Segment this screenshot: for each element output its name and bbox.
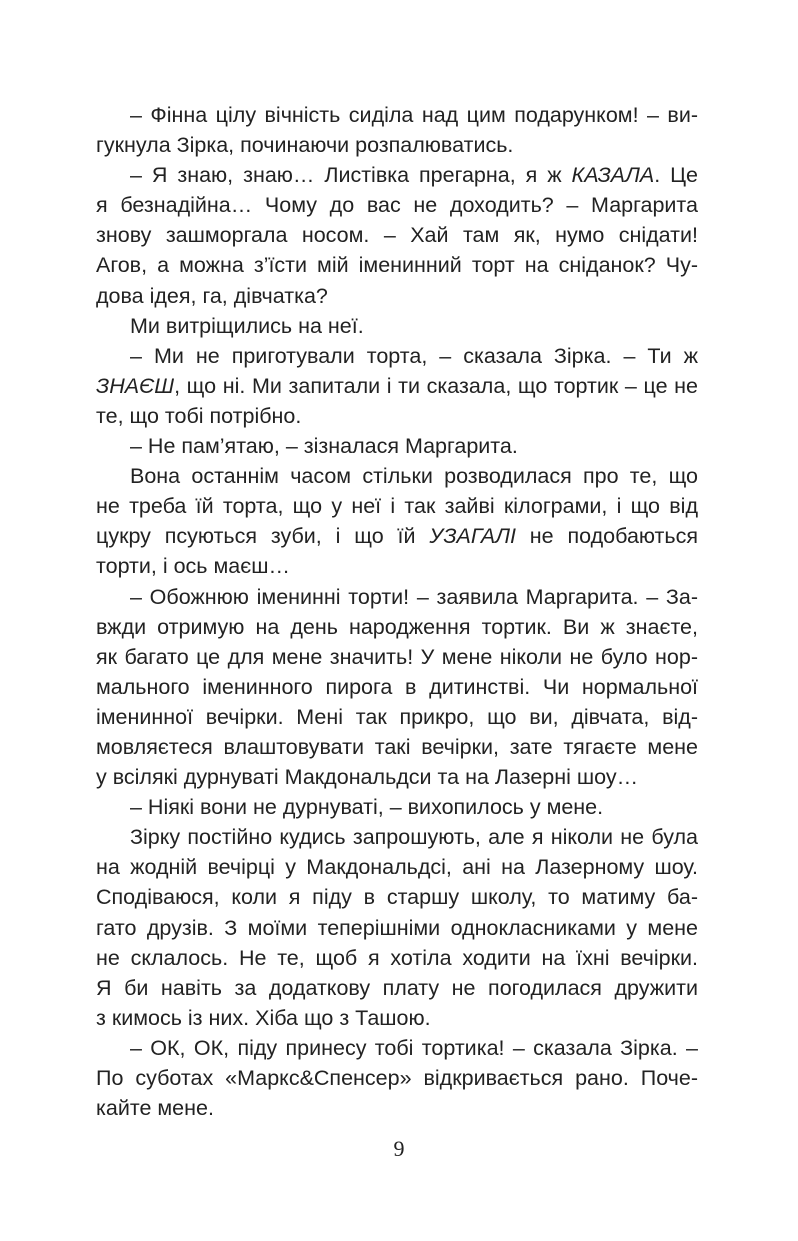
line-text: знову зашморгала носом. – Хай там як, нумо снідати! [96,223,698,248]
text-line [96,882,698,912]
line-text: – Ми не приготували торта, – сказала Зірка. – Ти ж [130,343,698,368]
text-line [96,130,698,160]
line-text: . Це [654,163,698,188]
text-line [96,1093,698,1123]
line-text: гато друзів. З моїми теперішніми однокласниками у мене [96,915,698,940]
text-line [96,792,698,822]
line-text: на жодній вечірці у Макдональдсі, ані на Лазерному шоу. [96,855,698,880]
page-number: 9 [393,1136,405,1161]
line-text: По суботах «Маркс&Спенсер» відкривається рано. Поче- [96,1066,698,1090]
text-line [96,822,698,852]
text-line [96,551,698,581]
line-text: цукру псуються зуби, і що їй [96,524,430,549]
line-text: торти, і ось маєш… [96,554,290,579]
text-line [96,1033,698,1063]
text-line [96,1063,698,1093]
text-line [96,250,698,280]
line-text: Зірку постійно кудись запрошують, але я ніколи не була [130,825,698,850]
line-text: – Обожнюю іменинні торти! – заявила Маргарита. – За- [130,584,698,609]
line-text: іменинної вечірки. Мені так прикро, що ви, дівчата, від- [96,704,698,729]
text-line [96,371,698,401]
text-line [96,311,698,341]
text-line [96,431,698,461]
text-line [96,732,698,762]
text-line [96,220,698,250]
text-line [96,672,698,702]
text-line [96,521,698,551]
line-text: з кимось із них. Хіба що з Ташою. [96,1005,431,1030]
text-line [96,973,698,1003]
body-text [96,100,698,1123]
text-line [96,642,698,672]
line-text: у всілякі дурнуваті Макдональдси та на Лазерні шоу… [96,765,639,790]
line-text: гукнула Зірка, починаючи розпалюватись. [96,133,514,158]
line-text: – Я знаю, знаю… Листівка прегарна, я ж [130,163,572,188]
line-text: не склалось. Не те, щоб я хотіла ходити на їхні вечірки. [96,945,698,970]
text-line [96,100,698,130]
text-line [96,762,698,792]
text-line [96,913,698,943]
text-line [96,852,698,882]
line-text: я безнадійна… Чому до вас не доходить? – Маргарита [96,193,698,218]
line-text: – ОК, ОК, піду принесу тобі тортика! – сказала Зірка. – [130,1035,698,1060]
text-line [96,943,698,973]
line-text: мовляєтеся влаштовувати такі вечірки, зате тягаєте мене [96,734,698,759]
line-text: кайте мене. [96,1096,214,1121]
text-line [96,281,698,311]
text-line [96,612,698,642]
line-text: не подобаються [515,524,698,549]
line-text: вжди отримую на день народження тортик. Ви ж знаєте, [96,614,698,639]
line-text: Вона останнім часом стільки розводилася про те, що [130,464,698,489]
text-line [96,461,698,491]
text-line [96,160,698,190]
line-text: мального іменинного пирога в дитинстві. Чи нормальної [96,674,698,699]
line-text: те, що тобі потрібно. [96,403,302,428]
text-line [96,702,698,732]
line-text: – Не пам’ятаю, – зізналася Маргарита. [130,434,518,459]
emphasis-text: КАЗАЛА [571,163,655,188]
emphasis-text: УЗАГАЛІ [429,524,516,549]
line-text: Я би навіть за додаткову плату не погодилася дружити [96,975,698,1000]
line-text: – Ніякі вони не дурнуваті, – вихопилось у мене. [130,795,604,820]
line-text: не треба їй торта, що у неї і так зайві кілограми, і що від [96,494,698,519]
text-line [96,190,698,220]
text-line [96,582,698,612]
line-text: дова ідея, га, дівчатка? [96,283,328,308]
line-text: Сподіваюся, коли я піду в старшу школу, то матиму ба- [96,885,698,910]
text-line [96,1003,698,1033]
text-line [96,341,698,371]
line-text: , що ні. Ми запитали і ти сказала, що тортик – це не [174,373,698,398]
line-text: як багато це для мене значить! У мене ніколи не було нор- [96,644,698,669]
text-line [96,401,698,431]
line-text: – Фінна цілу вічність сиділа над цим подарунком! – ви- [130,103,698,127]
line-text: Агов, а можна з’їсти мій іменинний торт на сніданок? Чу- [96,253,698,278]
line-text: Ми витріщились на неї. [130,313,364,338]
emphasis-text: ЗНАЄШ [96,373,175,398]
text-line [96,491,698,521]
